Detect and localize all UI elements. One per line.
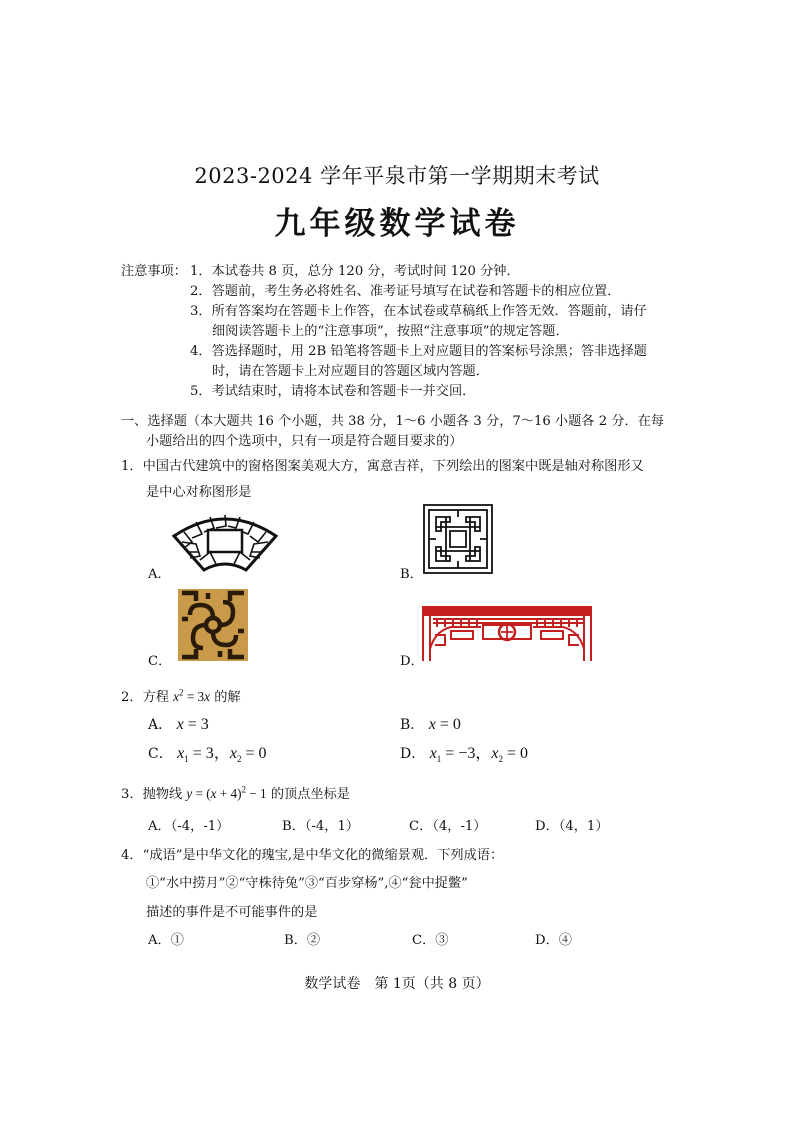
note-item: 3．所有答案均在答题卡上作答，在本试卷或草稿纸上作答无效．答题前，请仔 [190,304,647,319]
q1-stem-cont: 是中心对称图形是 [146,485,252,500]
q4-option-b: B．② [284,933,321,948]
q3-stem [121,784,350,805]
note-item: 时，请在答题卡上对应题目的答题区域内答题． [212,364,489,379]
fan-lattice-icon [170,508,280,573]
q2-stem [121,687,241,708]
q3-equation: $y = (x + 4)^2 - 1$ [186,784,267,801]
q2-option-d-math: $x_1 = -3$，$x_2 = 0$ [429,745,528,765]
q1-option-d-label: D． [400,654,424,669]
q2-option-c-math: $x_1 = 3$，$x_2 = 0$ [177,745,267,765]
q4-option-a: A．① [148,933,184,948]
q2-equation: $x^2 = 3x$ [173,687,210,704]
q2-option-c-label: C． [148,746,173,762]
q4-option-c: C．③ [412,933,449,948]
square-lattice-icon [422,503,494,575]
q2-stem-prefix: 2．方程 [121,690,169,705]
q3-option-c: C．（4，-1） [409,819,487,834]
swirl-tile-icon [178,589,248,661]
q2-option-b-math: x = 0 [428,716,461,733]
q2-option-b-label: B． [400,717,425,733]
q4-stem: 4．“成语”是中华文化的瑰宝,是中华文化的微缩景观．下列成语： [121,848,504,863]
q4-idioms: ①“水中捞月”②“守株待兔”③“百步穿杨”,④“瓮中捉鳖” [146,876,468,891]
q4-option-d: D．④ [535,933,572,948]
q2-option-a-math: x = 3 [176,716,209,733]
paper-title: 九年级数学试卷 [274,206,520,242]
note-item: 细阅读答题卡上的“注意事项”，按照“注意事项”的规定答题． [212,324,569,339]
q1-option-b-label: B． [400,567,423,582]
note-item: 4．答选择题时，用 2B 铅笔将答题卡上对应题目的答案标号涂黑；答非选择题 [190,344,647,359]
exam-title: 2023-2024 学年平泉市第一学期期末考试 [194,164,600,188]
note-item: 2．答题前，考生务必将姓名、准考证号填写在试卷和答题卡的相应位置． [190,284,621,299]
note-item: 5．考试结束时，请将本试卷和答题卡一并交回． [190,384,476,399]
q3-option-d: D．（4，1） [535,819,609,834]
red-arch-lattice-icon [421,605,593,663]
q3-stem-prefix: 3．抛物线 [121,787,183,802]
q2-option-c [148,743,266,765]
q3-option-a: A．（-4，-1） [148,819,230,834]
q2-option-a-label: A． [148,717,173,733]
q4-stem-cont: 描述的事件是不可能事件的是 [146,905,318,920]
q2-stem-suffix: 的解 [214,690,241,705]
q1-option-a-label: A． [148,567,171,582]
q1-stem: 1．中国古代建筑中的窗格图案美观大方，寓意吉祥，下列绘出的图案中既是轴对称图形又 [121,459,644,474]
section-heading-cont: 小题给出的四个选项中，只有一项是符合题目要求的） [146,434,463,449]
notes-label: 注意事项： [121,264,187,279]
note-item: 1．本试卷共 8 页，总分 120 分，考试时间 120 分钟． [190,264,520,279]
section-heading: 一、选择题（本大题共 16 个小题，共 38 分，1～6 小题各 3 分，7～16 小题各 2 分．在每 [121,414,665,429]
q3-option-b: B．（-4，1） [282,819,360,834]
q2-option-d [400,743,528,765]
q3-stem-suffix: 的顶点坐标是 [270,787,350,802]
q2-option-b [400,714,461,736]
q2-option-d-label: D． [400,746,426,762]
page-footer: 数学试卷 第 1页（共 8 页） [304,976,490,992]
q2-option-a [148,714,209,736]
q1-option-c-label: C． [148,654,172,669]
